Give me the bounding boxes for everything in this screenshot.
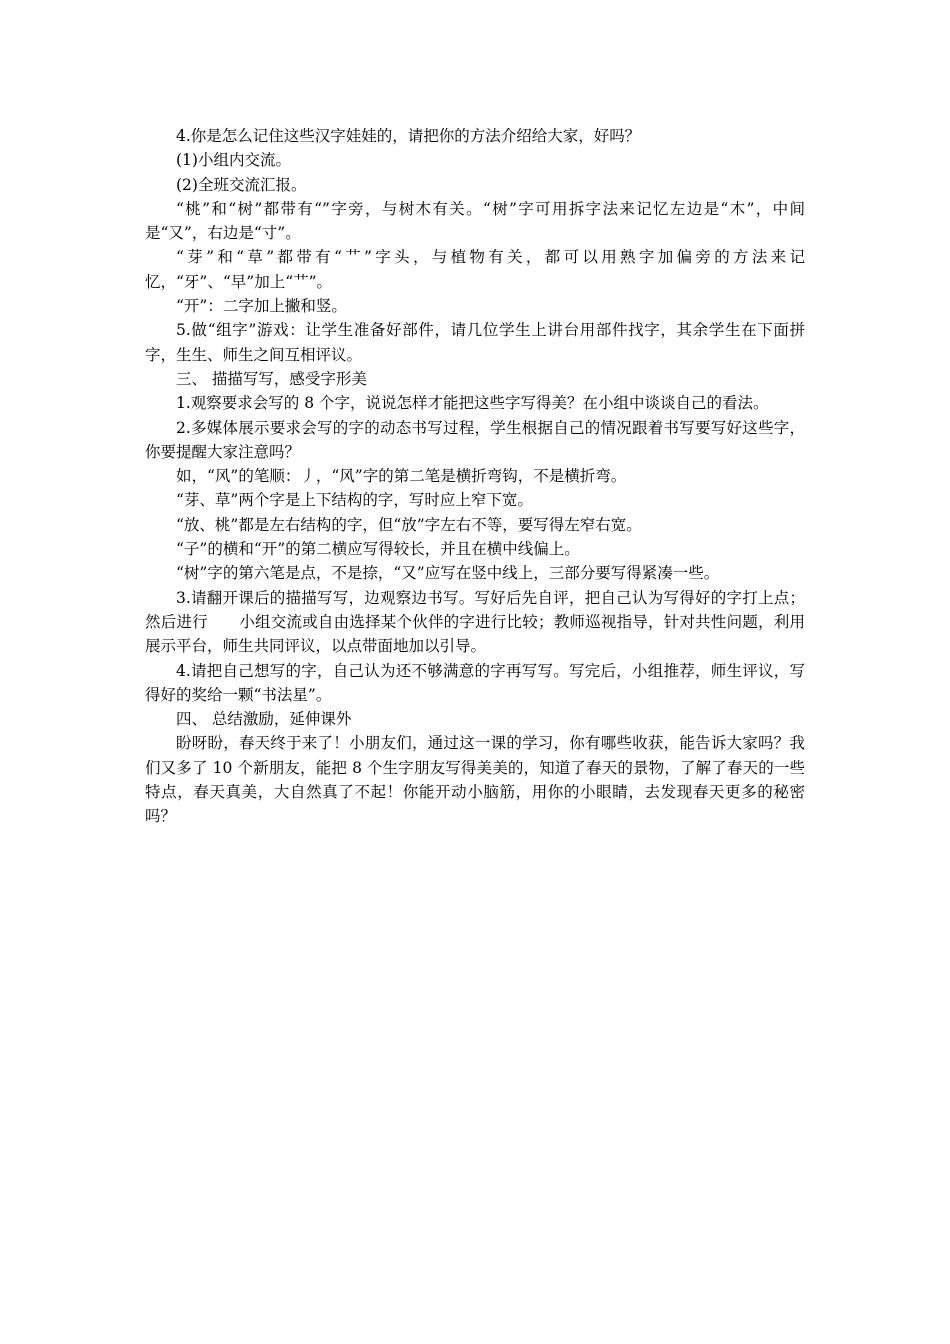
section-heading-3: 三、 描描写写，感受字形美 <box>176 369 367 388</box>
paragraph-ya-cao-structure: “芽、草”两个字是上下结构的字，写时应上窄下宽。 <box>176 491 533 510</box>
paragraph-ya-cao: “芽”和“草”都带有“艹”字头，与植物有关，都可以用熟字加偏旁的方法来记忆，“牙”、“早”加上“艹”。 <box>145 248 805 291</box>
section-heading-4: 四、 总结激励，延伸课外 <box>176 710 352 729</box>
paragraph-summary: 盼呀盼，春天终于来了！小朋友们，通过这一课的学习，你有哪些收获，能告诉大家吗？我们又多了 10 个新朋友，能把 8 个生字朋友写得美美的，知道了春天的景物，了解了春天的一些特点，春天真美，大自然真了不起！你能开动小脑筋，用你的小眼睛，去发现春天更多的秘密吗？ <box>145 734 805 826</box>
paragraph-rewrite: 4.请把自己想写的字，自己认为还不够满意的字再写写。写完后，小组推荐，师生评议，写得好的奖给一颗“书法星”。 <box>145 661 805 704</box>
document-page <box>145 124 805 829</box>
paragraph-method-question: 4.你是怎么记住这些汉字娃娃的，请把你的方法介绍给大家，好吗？ <box>176 127 641 145</box>
paragraph-zuzi-game: 5.做“组字”游戏：让学生准备好部件，请几位学生上讲台用部件找字，其余学生在下面拼字，生生、师生之间互相评议。 <box>145 321 805 364</box>
paragraph-fang-tao: “放、桃”都是左右结构的字，但“放”字左右不等，要写得左窄右宽。 <box>176 515 642 534</box>
paragraph-kai: “开”：二字加上撇和竖。 <box>176 297 347 316</box>
paragraph-feng: 如，“风”的笔顺：丿，“风”字的第二笔是横折弯钩，不是横折弯。 <box>176 467 627 486</box>
paragraph-group-exchange: (1)小组内交流。 <box>176 151 291 170</box>
paragraph-zi-kai: “子”的横和“开”的第二横应写得较长，并且在横中线偏上。 <box>176 540 580 559</box>
paragraph-tao-shu: “桃”和“树”都带有“”字旁，与树木有关。“树”字可用拆字法来记忆左边是“木”，中间是“又”，右边是“寸”。 <box>145 199 805 243</box>
paragraph-shu-strokes: “树”字的第六笔是点，不是捺，“又”应写在竖中线上，三部分要写得紧凑一些。 <box>176 564 720 583</box>
paragraph-trace-write: 3.请翻开课后的描描写写，边观察边书写。写好后先自评，把自己认为写得好的字打上点；然后进行 小组交流或自由选择某个伙伴的字进行比较；教师巡视指导，针对共性问题，利用展示平台，师生共同评议，以点带面地加以引导。 <box>145 588 805 656</box>
paragraph-observe: 1.观察要求会写的 8 个字，说说怎样才能把这些字写得美？在小组中谈谈自己的看法。 <box>176 394 769 413</box>
paragraph-class-report: (2)全班交流汇报。 <box>176 175 307 194</box>
paragraph-multimedia: 2.多媒体展示要求会写的字的动态书写过程，学生根据自己的情况跟着书写要写好这些字，你要提醒大家注意吗？ <box>145 418 805 461</box>
